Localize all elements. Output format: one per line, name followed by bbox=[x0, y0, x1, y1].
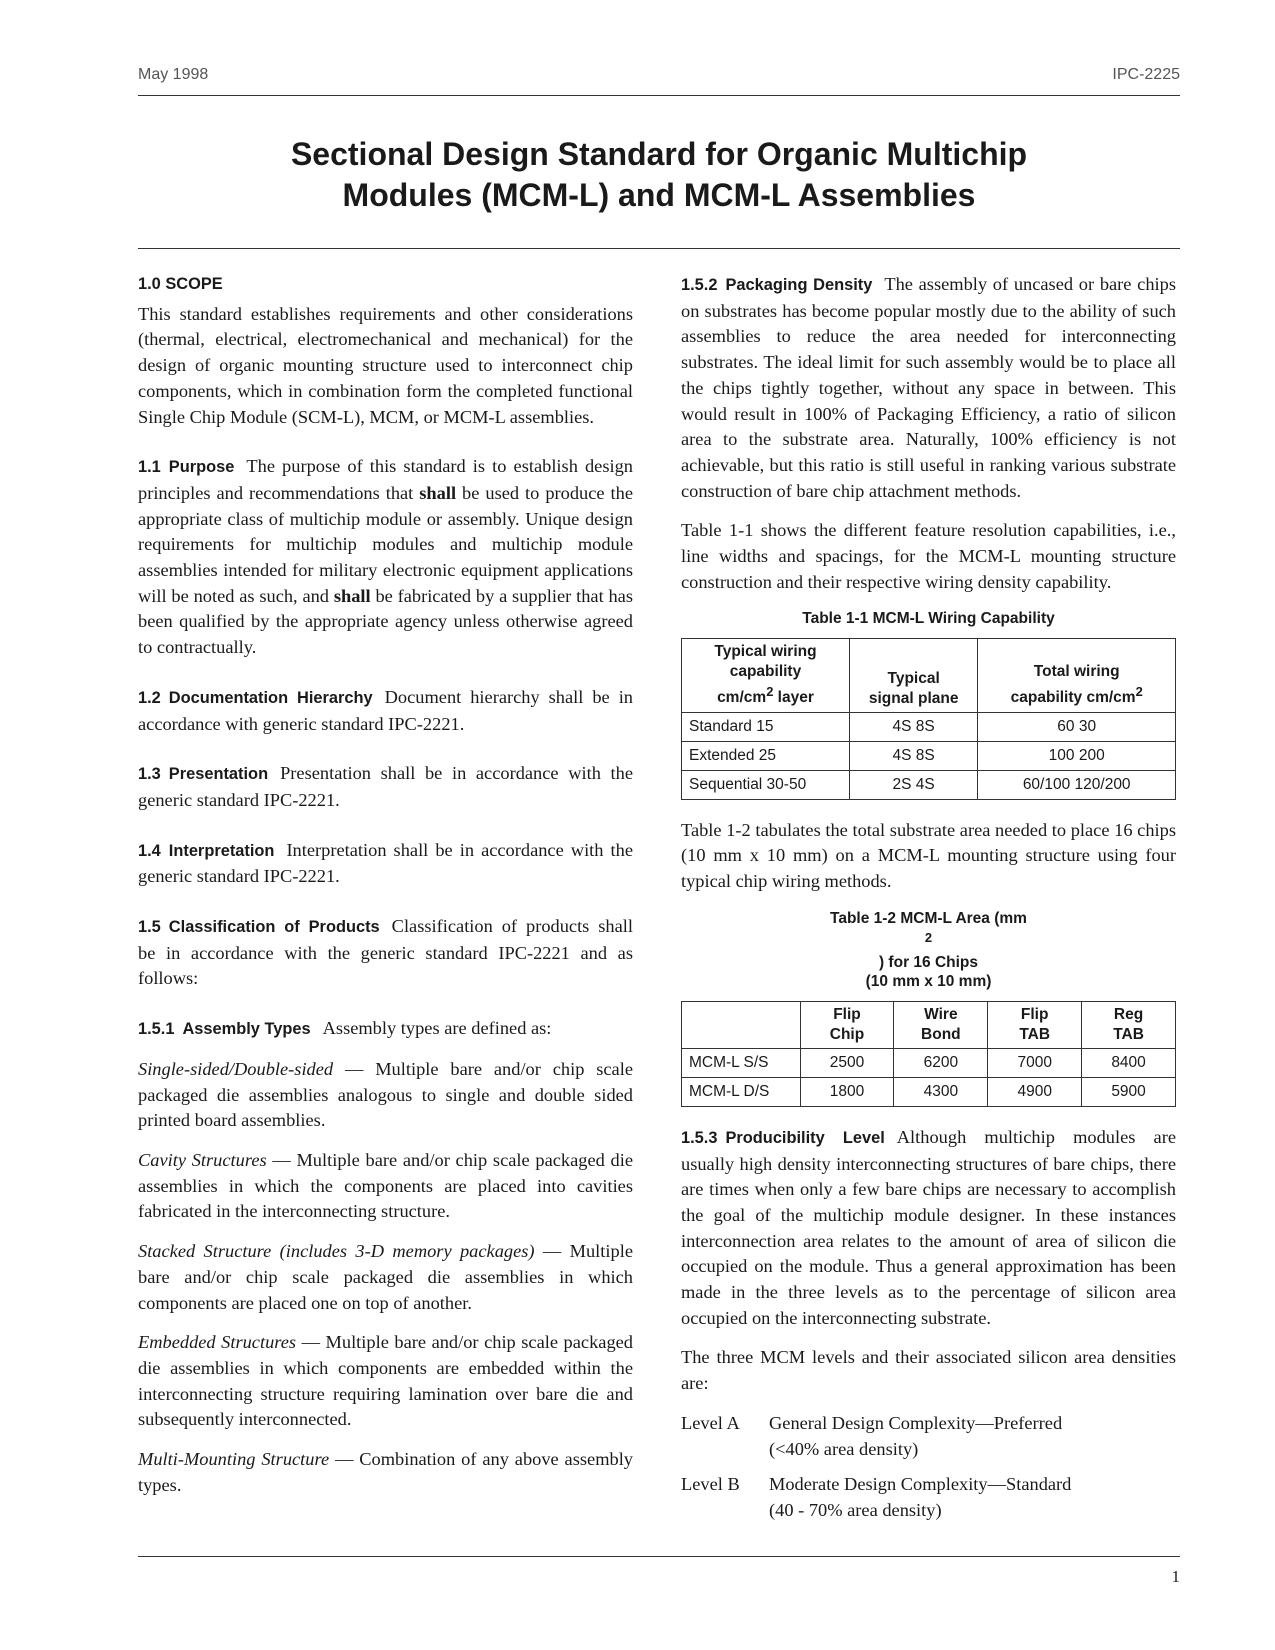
column-header bbox=[1082, 1001, 1176, 1048]
table-row bbox=[682, 770, 1176, 799]
right-column bbox=[681, 272, 1176, 1534]
table-row bbox=[682, 1077, 1176, 1106]
section-heading: Classification of Products bbox=[168, 918, 380, 937]
level-item bbox=[681, 1411, 1176, 1462]
level-description: General Design Complexity—Preferred bbox=[769, 1412, 1063, 1433]
shall-keyword: shall bbox=[333, 585, 371, 606]
section-body: The assembly of uncased or bare chips on substrates has become popular mostly due to the ability of such assemblies to reduce the area needed for interconnecting substrates. The ideal limit for such assembly would be to place all the chips tightly together, without any space in between. This would result in 100% of Packaging Efficiency, a ratio of silicon area to the substrate area. Naturally, 100% efficiency is not achievable, but this ratio is still useful in ranking various substrate construction of bare chip attachment methods. bbox=[681, 274, 1176, 501]
header-line: signal plane bbox=[868, 689, 959, 707]
section-producibility-level bbox=[681, 1125, 1176, 1332]
definition-text: — Multiple bare and/or chip scale packaged die assemblies in which the components are placed into cavities fabricated in the interconnecting structure. bbox=[138, 1149, 633, 1222]
table-cell: 6200 bbox=[894, 1048, 988, 1077]
level-density: (<40% area density) bbox=[769, 1438, 919, 1459]
section-body: This standard establishes requirements and other considerations (thermal, electrical, electromechanical and mechanical) for the design of organic mounting structure used to interconnect chip components, which in combination form the completed functional Single Chip Module (SCM-L), MCM, or MCM-L assemblies. bbox=[138, 303, 633, 427]
level-text bbox=[769, 1411, 1062, 1462]
definition-text: — Multiple bare and/or chip scale packaged die assemblies in which components are placed one on top of another. bbox=[138, 1241, 633, 1313]
table-row bbox=[682, 741, 1176, 770]
definition-term: Cavity Structures bbox=[138, 1149, 267, 1170]
table-header-row bbox=[682, 1001, 1176, 1048]
table-cell: MCM-L D/S bbox=[682, 1077, 801, 1106]
section-heading: Presentation bbox=[168, 765, 269, 784]
header-line: capability bbox=[729, 663, 802, 681]
column-header-empty bbox=[682, 1001, 801, 1048]
title-divider bbox=[138, 248, 1180, 249]
column-header bbox=[849, 639, 977, 712]
section-assembly-types bbox=[138, 1016, 633, 1043]
column-header bbox=[988, 1001, 1082, 1048]
superscript: 2 bbox=[924, 929, 933, 945]
section-body: Although multichip modules are usually high density interconnecting structures of bare chips, there are times when only a few bare chips are necessary to accomplish the goal of the multichip module designer. In these instances interconnection area relates to the amount of area of silicon die occupied on the module. Thus a general approximation has been made in the three levels as to the percentage of silicon area occupied on the interconnecting substrate. bbox=[681, 1126, 1177, 1328]
definition-item bbox=[138, 1330, 633, 1433]
section-heading: Documentation Hierarchy bbox=[168, 688, 373, 707]
header-line: Bond bbox=[921, 1025, 961, 1043]
section-heading: Producibility Level bbox=[725, 1128, 885, 1147]
table-1-2-intro: Table 1-2 tabulates the total substrate area needed to place 16 chips (10 mm x 10 mm) on a MCM-L mounting structure using four typical chip wiring methods. bbox=[681, 819, 1176, 891]
level-label: Level B bbox=[681, 1474, 740, 1495]
caption-text: Table 1-2 MCM-L Area (mm bbox=[830, 909, 1027, 927]
definition-term: Embedded Structures bbox=[138, 1332, 297, 1353]
table-cell: 60/100 120/200 bbox=[978, 770, 1176, 799]
table-cell: 8400 bbox=[1082, 1048, 1176, 1077]
table-cell: 2500 bbox=[800, 1048, 894, 1077]
section-body: Assembly types are defined as: bbox=[322, 1018, 552, 1039]
section-packaging-density bbox=[681, 272, 1176, 504]
definition-item bbox=[138, 1447, 633, 1498]
table-cell: 60 30 bbox=[978, 712, 1176, 741]
definition-term: Single-sided/Double-sided bbox=[138, 1058, 334, 1079]
table-1-1-intro: Table 1-1 shows the different feature resolution capabilities, i.e., line widths and spacings, for the MCM-L mounting structure construction and their respective wiring density capability. bbox=[681, 520, 1176, 592]
caption-line-1 bbox=[681, 909, 1176, 972]
section-documentation-hierarchy bbox=[138, 685, 633, 737]
header-line: Reg bbox=[1113, 1005, 1144, 1023]
table-cell: 5900 bbox=[1082, 1077, 1176, 1106]
section-number: 1.2 bbox=[138, 688, 161, 707]
section-number: 1.1 bbox=[138, 458, 161, 477]
section-body: Interpretation shall be in accordance with the generic standard IPC-2221. bbox=[138, 839, 633, 887]
section-scope bbox=[138, 272, 633, 430]
caption-text: ) for 16 Chips bbox=[878, 953, 979, 971]
header-line: Typical bbox=[887, 669, 940, 687]
table-cell: 4S 8S bbox=[849, 712, 977, 741]
level-density: (40 - 70% area density) bbox=[769, 1500, 942, 1520]
header-line: Total wiring bbox=[1033, 663, 1120, 681]
section-body-part: The purpose of this standard is to establish design principles and recommendations that bbox=[138, 456, 633, 503]
section-body-part: be used to produce the appropriate class of multichip module or assembly. Unique design requirements for multichip modules and multichip module assemblies intended for military electronic equipment applications will be noted as such, and bbox=[138, 482, 633, 606]
table-cell: 4S 8S bbox=[849, 741, 977, 770]
table-1-1-caption bbox=[681, 609, 1176, 628]
table-1-2-caption bbox=[681, 909, 1176, 991]
column-header bbox=[894, 1001, 988, 1048]
definition-item bbox=[138, 1239, 633, 1316]
superscript: 2 bbox=[766, 684, 774, 700]
levels-intro: The three MCM levels and their associated silicon area densities are: bbox=[681, 1347, 1176, 1394]
header-line: capability cm/cm bbox=[1010, 689, 1136, 707]
section-number: 1.3 bbox=[138, 765, 161, 784]
table-1-2-area bbox=[681, 1001, 1176, 1107]
left-column bbox=[138, 272, 633, 1512]
section-purpose bbox=[138, 454, 633, 661]
section-number: 1.5.2 bbox=[681, 276, 718, 294]
superscript: 2 bbox=[1135, 684, 1143, 700]
table-row bbox=[682, 712, 1176, 741]
section-heading: Purpose bbox=[168, 458, 235, 477]
level-text bbox=[769, 1472, 1071, 1523]
header-line: Flip bbox=[1020, 1005, 1049, 1023]
header-date: May 1998 bbox=[138, 66, 209, 83]
section-body: Document hierarchy shall be in accordance with generic standard IPC-2221. bbox=[138, 686, 634, 734]
section-body-part: be fabricated by a supplier that has been qualified by the appropriate agency unless otherwise agreed to contractually. bbox=[138, 585, 633, 658]
table-row bbox=[682, 1048, 1176, 1077]
section-heading: Interpretation bbox=[168, 841, 275, 860]
column-header bbox=[978, 639, 1176, 712]
table-header-row bbox=[682, 639, 1176, 712]
section-heading: 1.0 SCOPE bbox=[138, 275, 223, 293]
section-number: 1.5.3 bbox=[681, 1128, 718, 1147]
table-cell: 4300 bbox=[894, 1077, 988, 1106]
column-header bbox=[682, 639, 850, 712]
section-number: 1.4 bbox=[138, 841, 161, 860]
table-cell: 100 200 bbox=[978, 741, 1176, 770]
definition-item bbox=[138, 1148, 633, 1225]
table-cell: Standard 15 bbox=[682, 712, 850, 741]
section-body: Presentation shall be in accordance with the generic standard IPC-2221. bbox=[138, 763, 633, 810]
table-cell: 1800 bbox=[800, 1077, 894, 1106]
definition-text: — Multiple bare and/or chip scale packaged die assemblies analogous to single and double sided printed board assemblies. bbox=[138, 1058, 633, 1131]
table-cell: Sequential 30-50 bbox=[682, 770, 850, 799]
header-line: Typical wiring bbox=[714, 643, 817, 661]
header-line: layer bbox=[773, 689, 814, 707]
title-line-1: Sectional Design Standard for Organic Multichip bbox=[290, 136, 1028, 172]
caption-text: Table 1-1 MCM-L Wiring Capability bbox=[802, 610, 1055, 628]
header-line: Chip bbox=[829, 1025, 865, 1043]
table-cell: 7000 bbox=[988, 1048, 1082, 1077]
footer-divider bbox=[138, 1556, 1180, 1557]
column-header bbox=[800, 1001, 894, 1048]
table-cell: 2S 4S bbox=[849, 770, 977, 799]
header-line: TAB bbox=[1113, 1025, 1144, 1043]
document-title bbox=[138, 134, 1180, 216]
section-heading: Packaging Density bbox=[725, 276, 873, 294]
header-line: Flip bbox=[833, 1005, 861, 1023]
header-line: TAB bbox=[1019, 1025, 1051, 1043]
section-number: 1.5.1 bbox=[138, 1020, 175, 1039]
level-description: Moderate Design Complexity—Standard bbox=[769, 1474, 1072, 1495]
table-cell: Extended 25 bbox=[682, 741, 850, 770]
header-line: Wire bbox=[924, 1005, 958, 1023]
section-interpretation bbox=[138, 838, 633, 890]
table-1-1-wiring-capability bbox=[681, 638, 1176, 799]
page-number: 1 bbox=[1171, 1567, 1180, 1586]
definition-term: Stacked Structure (includes 3-D memory packages) bbox=[138, 1241, 535, 1262]
level-label: Level A bbox=[681, 1412, 740, 1433]
header-line: cm/cm bbox=[717, 689, 767, 707]
header-document-id: IPC-2225 bbox=[1112, 66, 1180, 83]
definition-item bbox=[138, 1057, 633, 1134]
table-cell: MCM-L S/S bbox=[682, 1048, 801, 1077]
section-presentation bbox=[138, 761, 633, 813]
section-classification bbox=[138, 914, 633, 992]
section-number: 1.5 bbox=[138, 918, 161, 937]
page-header bbox=[138, 64, 1180, 96]
caption-line-2: (10 mm x 10 mm) bbox=[865, 972, 992, 990]
definition-text: — Multiple bare and/or chip scale packaged die assemblies in which components are embedded within the interconnecting structure requiring lamination over bare die and subsequently interconnected. bbox=[138, 1332, 633, 1430]
section-heading: Assembly Types bbox=[182, 1020, 311, 1039]
level-item bbox=[681, 1472, 1176, 1523]
shall-keyword: shall bbox=[419, 482, 457, 503]
section-body: Classification of products shall be in accordance with the generic standard IPC-2221 and as follows: bbox=[138, 916, 634, 989]
table-cell: 4900 bbox=[988, 1077, 1082, 1106]
definition-text: — Combination of any above assembly types. bbox=[138, 1449, 634, 1495]
title-line-2: Modules (MCM-L) and MCM-L Assemblies bbox=[342, 177, 976, 213]
definition-term: Multi-Mounting Structure bbox=[138, 1449, 330, 1470]
